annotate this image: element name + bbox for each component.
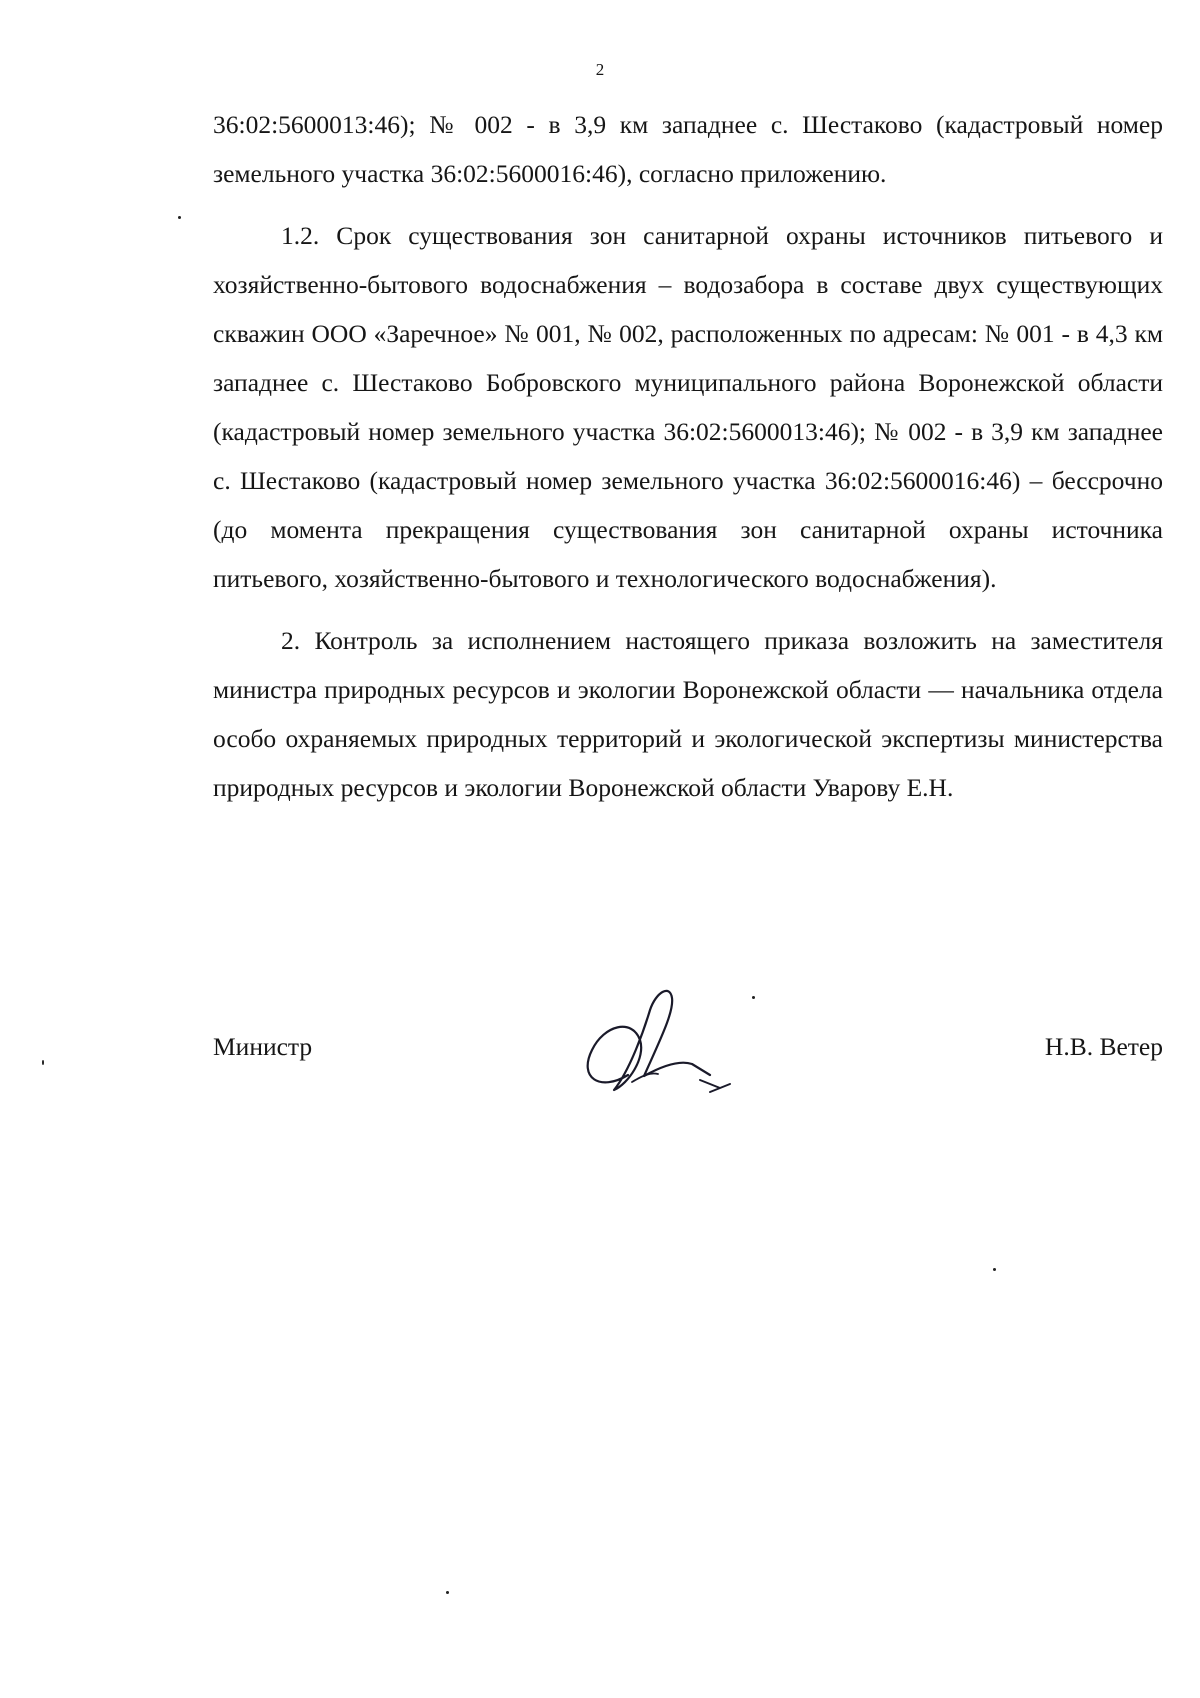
- scan-speck: [446, 1591, 449, 1594]
- document-body: [213, 100, 1163, 812]
- scan-speck: [752, 996, 755, 999]
- scan-speck: [42, 1060, 44, 1065]
- paragraph-1-2-term: 1.2. Срок существования зон санитарной охраны источников питьевого и хозяйственно-бытового водоснабжения – водозабора в составе двух существующих скважин ООО «Заречное» № 001, № 002, расположенных по адресам: № 001 - в 4,3 км западнее с. Шестаково Бобровского муниципального района Воронежской области (кадастровый номер земельного участка 36:02:5600013:46); № 002 - в 3,9 км западнее с. Шестаково (кадастровый номер земельного участка 36:02:5600016:46) – бессрочно (до момента прекращения существования зон санитарной охраны источника питьевого, хозяйственно-бытового и технологического водоснабжения).: [213, 221, 1163, 593]
- scan-speck: [993, 1268, 996, 1271]
- signer-title: Министр: [213, 1032, 313, 1061]
- signer-name: Н.В. Ветер: [1044, 1032, 1163, 1061]
- handwritten-signature-icon: [570, 980, 740, 1110]
- paragraph-continuation: 36:02:5600013:46); № 002 - в 3,9 км западнее с. Шестаково (кадастровый номер земельного участка 36:02:5600016:46), согласно приложению.: [213, 110, 1163, 188]
- page-number: 2: [595, 60, 605, 79]
- scan-speck: [178, 216, 181, 219]
- paragraph-2-control: 2. Контроль за исполнением настоящего приказа возложить на заместителя министра природных ресурсов и экологии Воронежской области — начальника отдела особо охраняемых природных территорий и экологической экспертизы министерства природных ресурсов и экологии Воронежской области Уварову Е.Н.: [213, 626, 1163, 802]
